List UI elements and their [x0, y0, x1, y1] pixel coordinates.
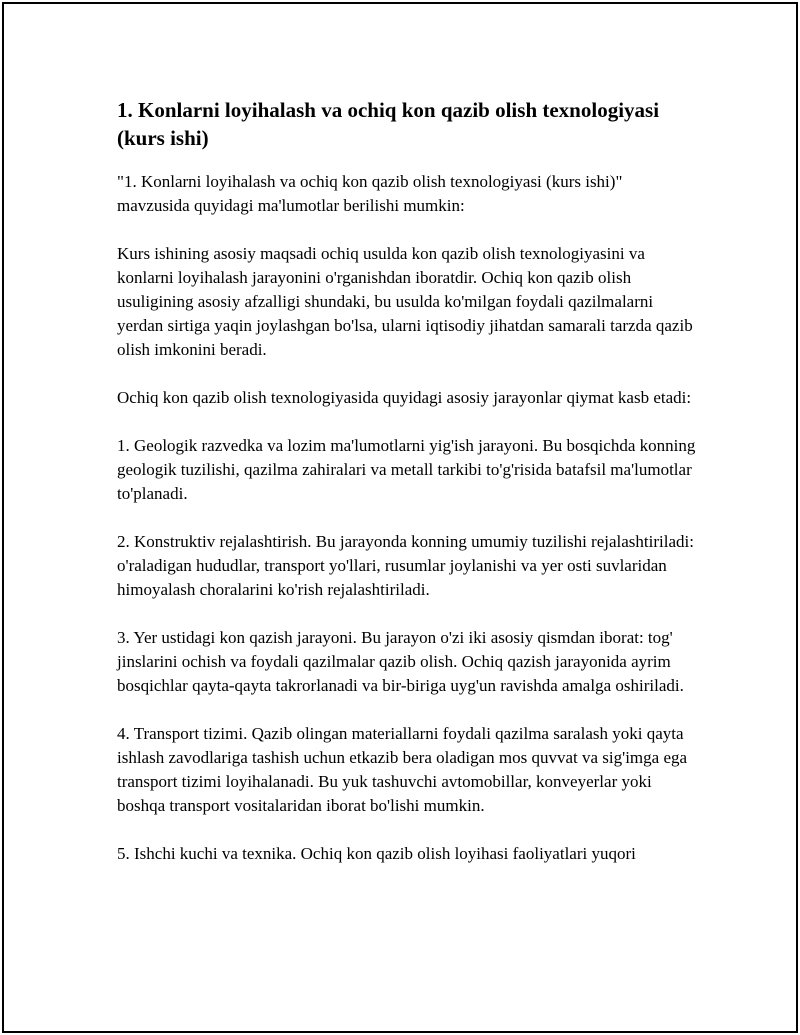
list-item-transport: 4. Transport tizimi. Qazib olingan materiallarni foydali qazilma saralash yoki qayta ishlash zavodlariga tashish uchun etkazib bera oladigan mos quvvat va sig'imga ega transport tizimi loyihalanadi. Bu yuk tashuvchi avtomobillar, konveyerlar yoki boshqa transport vositalaridan iborat bo'lishi mumkin.: [117, 724, 688, 815]
document-title: 1. Konlarni loyihalash va ochiq kon qazib olish texnologiyasi (kurs ishi): [117, 98, 660, 150]
list-item-geology: 1. Geologik razvedka va lozim ma'lumotlarni yig'ish jarayoni. Bu bosqichda konning geologik tuzilishi, qazilma zahiralari va metall tarkibi to'g'risida batafsil ma'lumotlar to'planadi.: [117, 436, 696, 503]
processes-intro-paragraph: Ochiq kon qazib olish texnologiyasida quyidagi asosiy jarayonlar qiymat kasb etadi:: [117, 388, 692, 407]
list-item-planning: 2. Konstruktiv rejalashtirish. Bu jarayonda konning umumiy tuzilishi rejalashtiriladi: o'raladigan hududlar, transport yo'llari, rusumlar joylanishi va yer osti suvlaridan himoyalash choralarini ko'rish rejalashtiriladi.: [117, 532, 694, 599]
list-item-mining: 3. Yer ustidagi kon qazish jarayoni. Bu jarayon o'zi iki asosiy qismdan iborat: tog' jinslarini ochish va foydali qazilmalar qazib olish. Ochiq qazish jarayonida ayrim bosqichlar qayta-qayta takrorlanadi va bir-biriga uyg'un ravishda amalga oshiriladi.: [117, 628, 684, 695]
intro-paragraph: "1. Konlarni loyihalash va ochiq kon qazib olish texnologiyasi (kurs ishi)" mavzusida quyidagi ma'lumotlar berilishi mumkin:: [117, 172, 623, 215]
list-item-workforce: 5. Ishchi kuchi va texnika. Ochiq kon qazib olish loyihasi faoliyatlari yuqori: [117, 844, 636, 863]
document-body: [117, 96, 697, 890]
purpose-paragraph: Kurs ishining asosiy maqsadi ochiq usulda kon qazib olish texnologiyasini va konlarni loyihalash jarayonini o'rganishdan iboratdir. Ochiq kon qazib olish usuligining asosiy afzalligi shundaki, bu usulda ko'milgan foydali qazilmalarni yerdan sirtiga yaqin joylashgan bo'lsa, ularni iqtisodiy jihatdan samarali tarzda qazib olish imkonini beradi.: [117, 244, 693, 359]
